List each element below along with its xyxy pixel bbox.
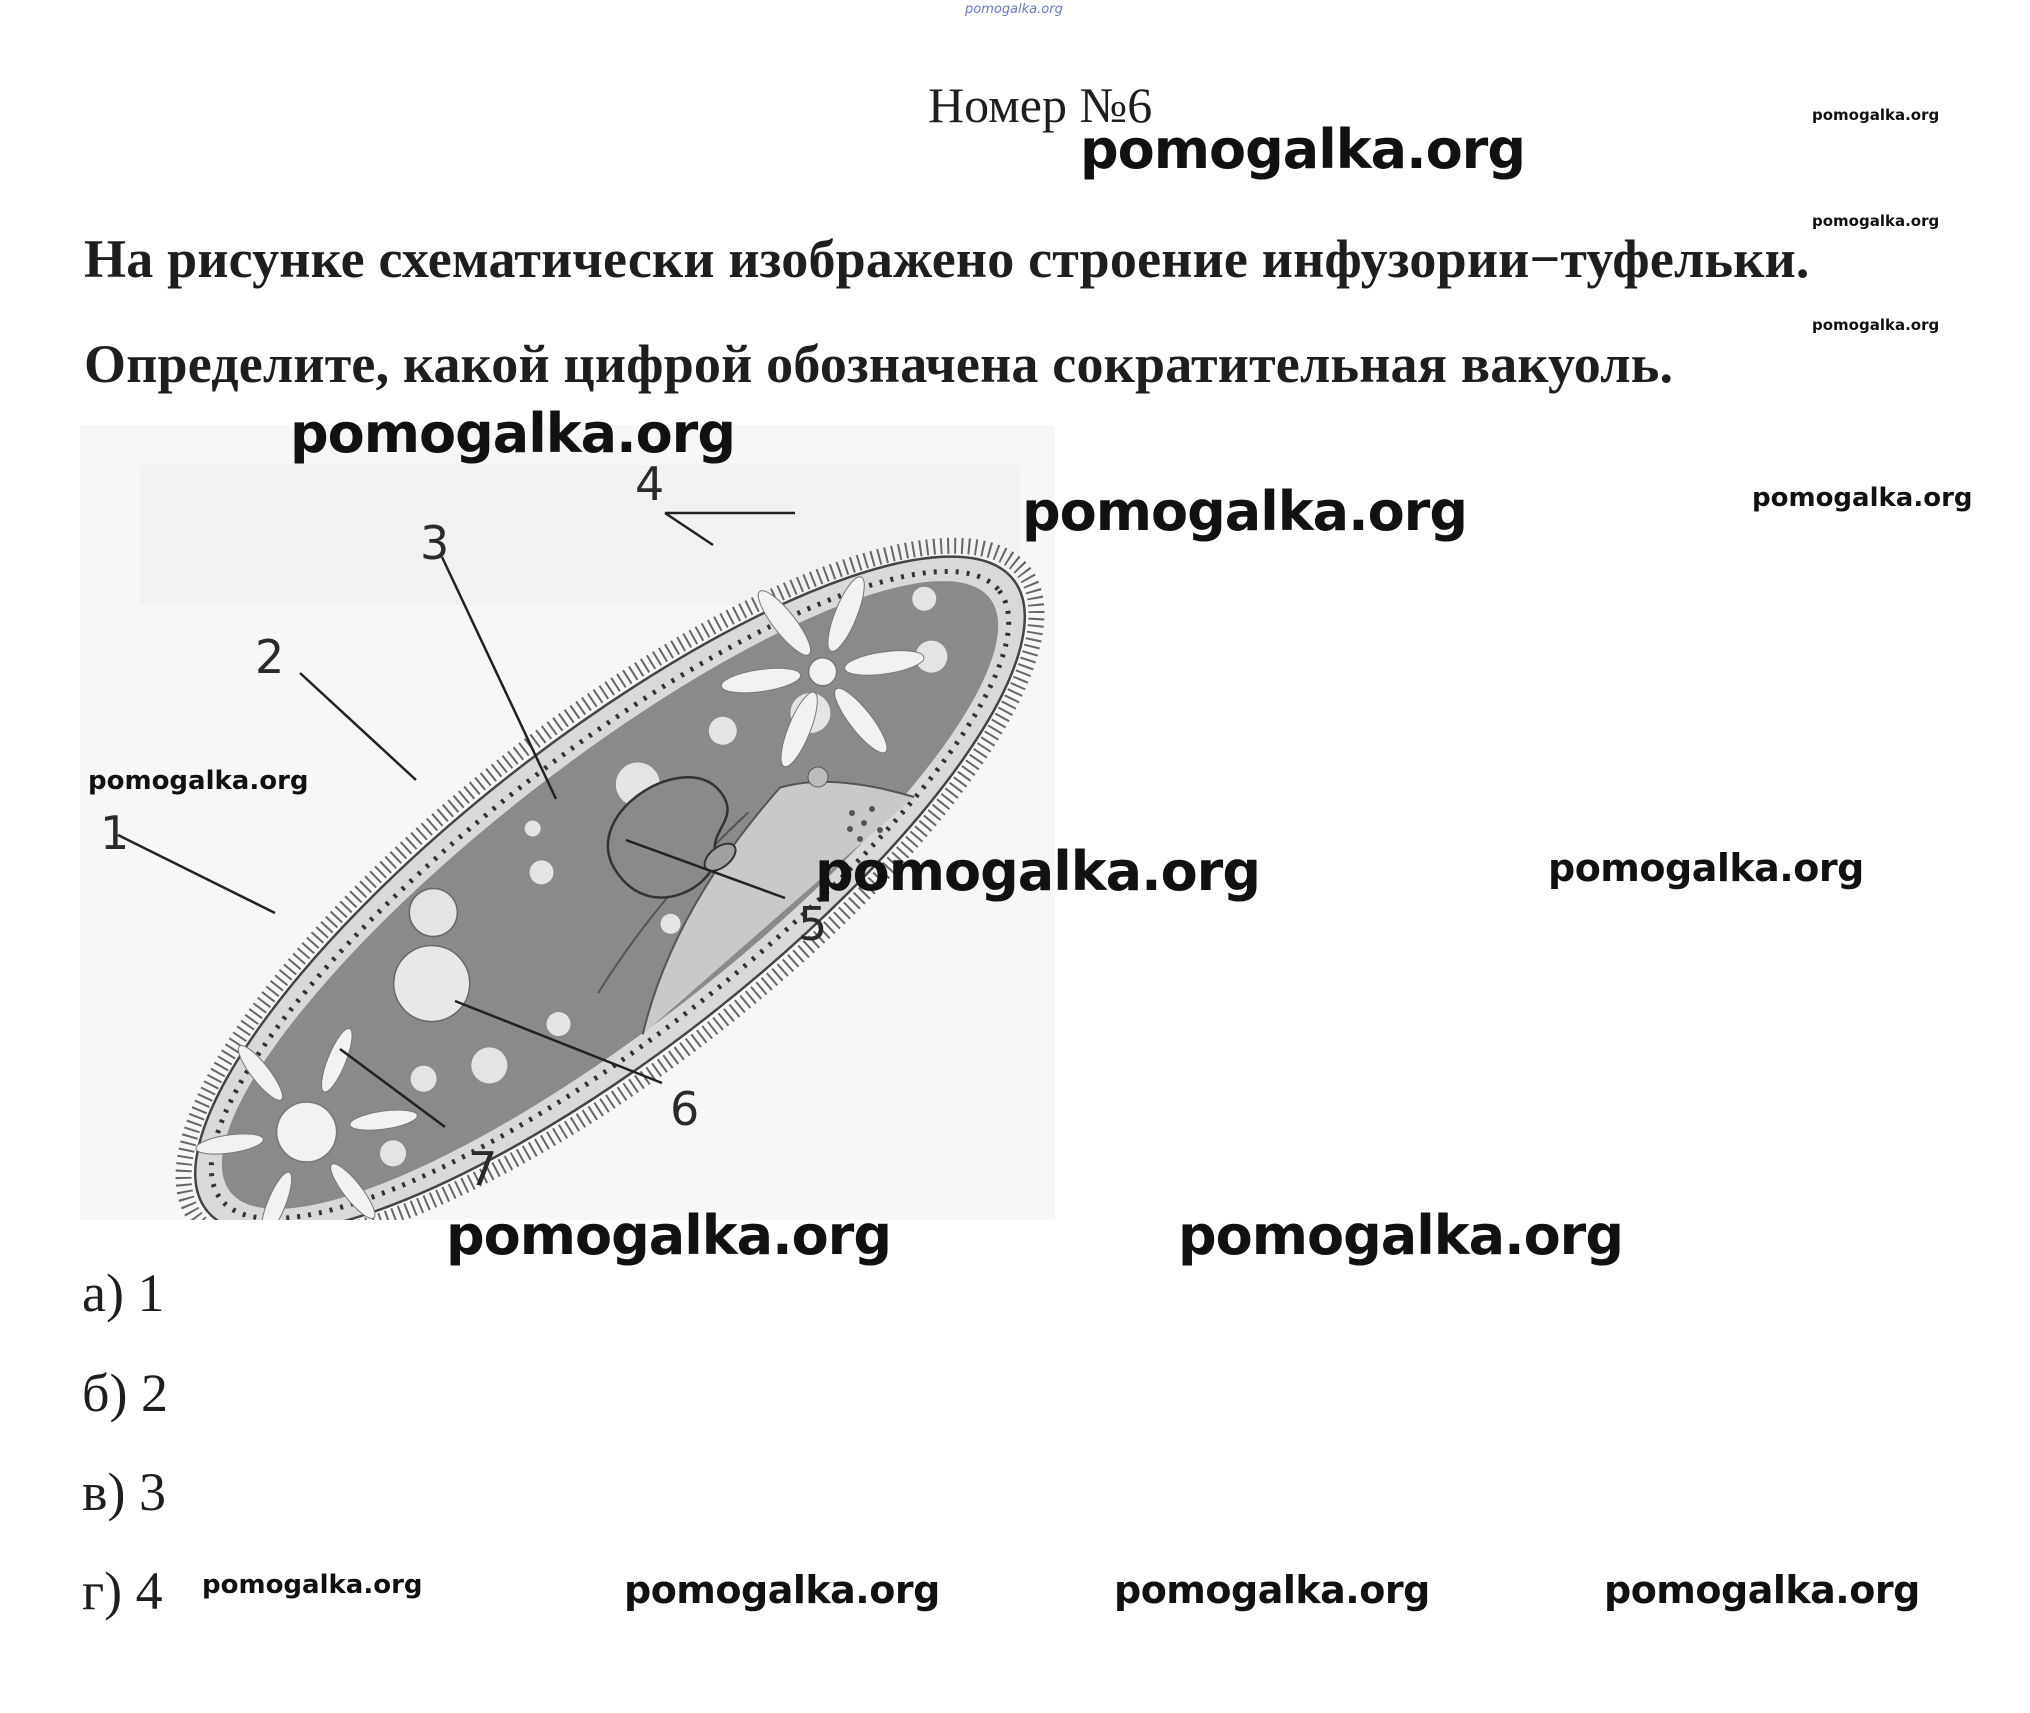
- top-watermark: pomogalka.org: [965, 2, 1063, 17]
- label-1: 1: [100, 806, 130, 860]
- watermark: pomogalka.org: [1548, 846, 1864, 890]
- label-2: 2: [255, 630, 285, 684]
- option-c-value: 3: [138, 1462, 166, 1522]
- watermark: pomogalka.org: [290, 402, 735, 465]
- watermark: pomogalka.org: [1080, 118, 1525, 181]
- watermark: pomogalka.org: [1178, 1204, 1623, 1267]
- option-b-letter: б): [82, 1363, 128, 1423]
- option-a-letter: а): [82, 1263, 124, 1323]
- option-c[interactable]: [82, 1461, 166, 1523]
- option-d-letter: г): [82, 1561, 123, 1621]
- page-title: Номер №6: [928, 77, 1153, 133]
- watermark: pomogalka.org: [1114, 1568, 1430, 1612]
- watermark: pomogalka.org: [1022, 480, 1467, 543]
- watermark: pomogalka.org: [202, 1570, 423, 1600]
- label-4: 4: [635, 457, 665, 511]
- label-6: 6: [670, 1082, 700, 1136]
- label-5: 5: [798, 897, 828, 951]
- option-b[interactable]: [82, 1362, 168, 1424]
- paramecium-diagram: [80, 425, 1055, 1220]
- watermark: pomogalka.org: [1604, 1568, 1920, 1612]
- watermark: pomogalka.org: [446, 1204, 891, 1267]
- option-a-value: 1: [137, 1263, 165, 1323]
- option-b-value: 2: [140, 1363, 168, 1423]
- question-line-1: На рисунке схематически изображено строение инфузории−туфельки.: [84, 229, 1810, 289]
- option-d[interactable]: [82, 1560, 163, 1622]
- watermark: pomogalka.org: [88, 766, 309, 796]
- label-3: 3: [420, 516, 450, 570]
- question-line-2: Определите, какой цифрой обозначена сократительная вакуоль.: [84, 334, 1674, 394]
- watermark: pomogalka.org: [1752, 483, 1973, 513]
- label-7: 7: [468, 1142, 498, 1196]
- option-d-value: 4: [135, 1561, 163, 1621]
- watermark: pomogalka.org: [1812, 316, 1940, 334]
- option-c-letter: в): [82, 1462, 126, 1522]
- watermark: pomogalka.org: [1812, 106, 1940, 124]
- watermark: pomogalka.org: [624, 1568, 940, 1612]
- option-a[interactable]: [82, 1262, 164, 1324]
- watermark: pomogalka.org: [815, 840, 1260, 903]
- watermark: pomogalka.org: [1812, 212, 1940, 230]
